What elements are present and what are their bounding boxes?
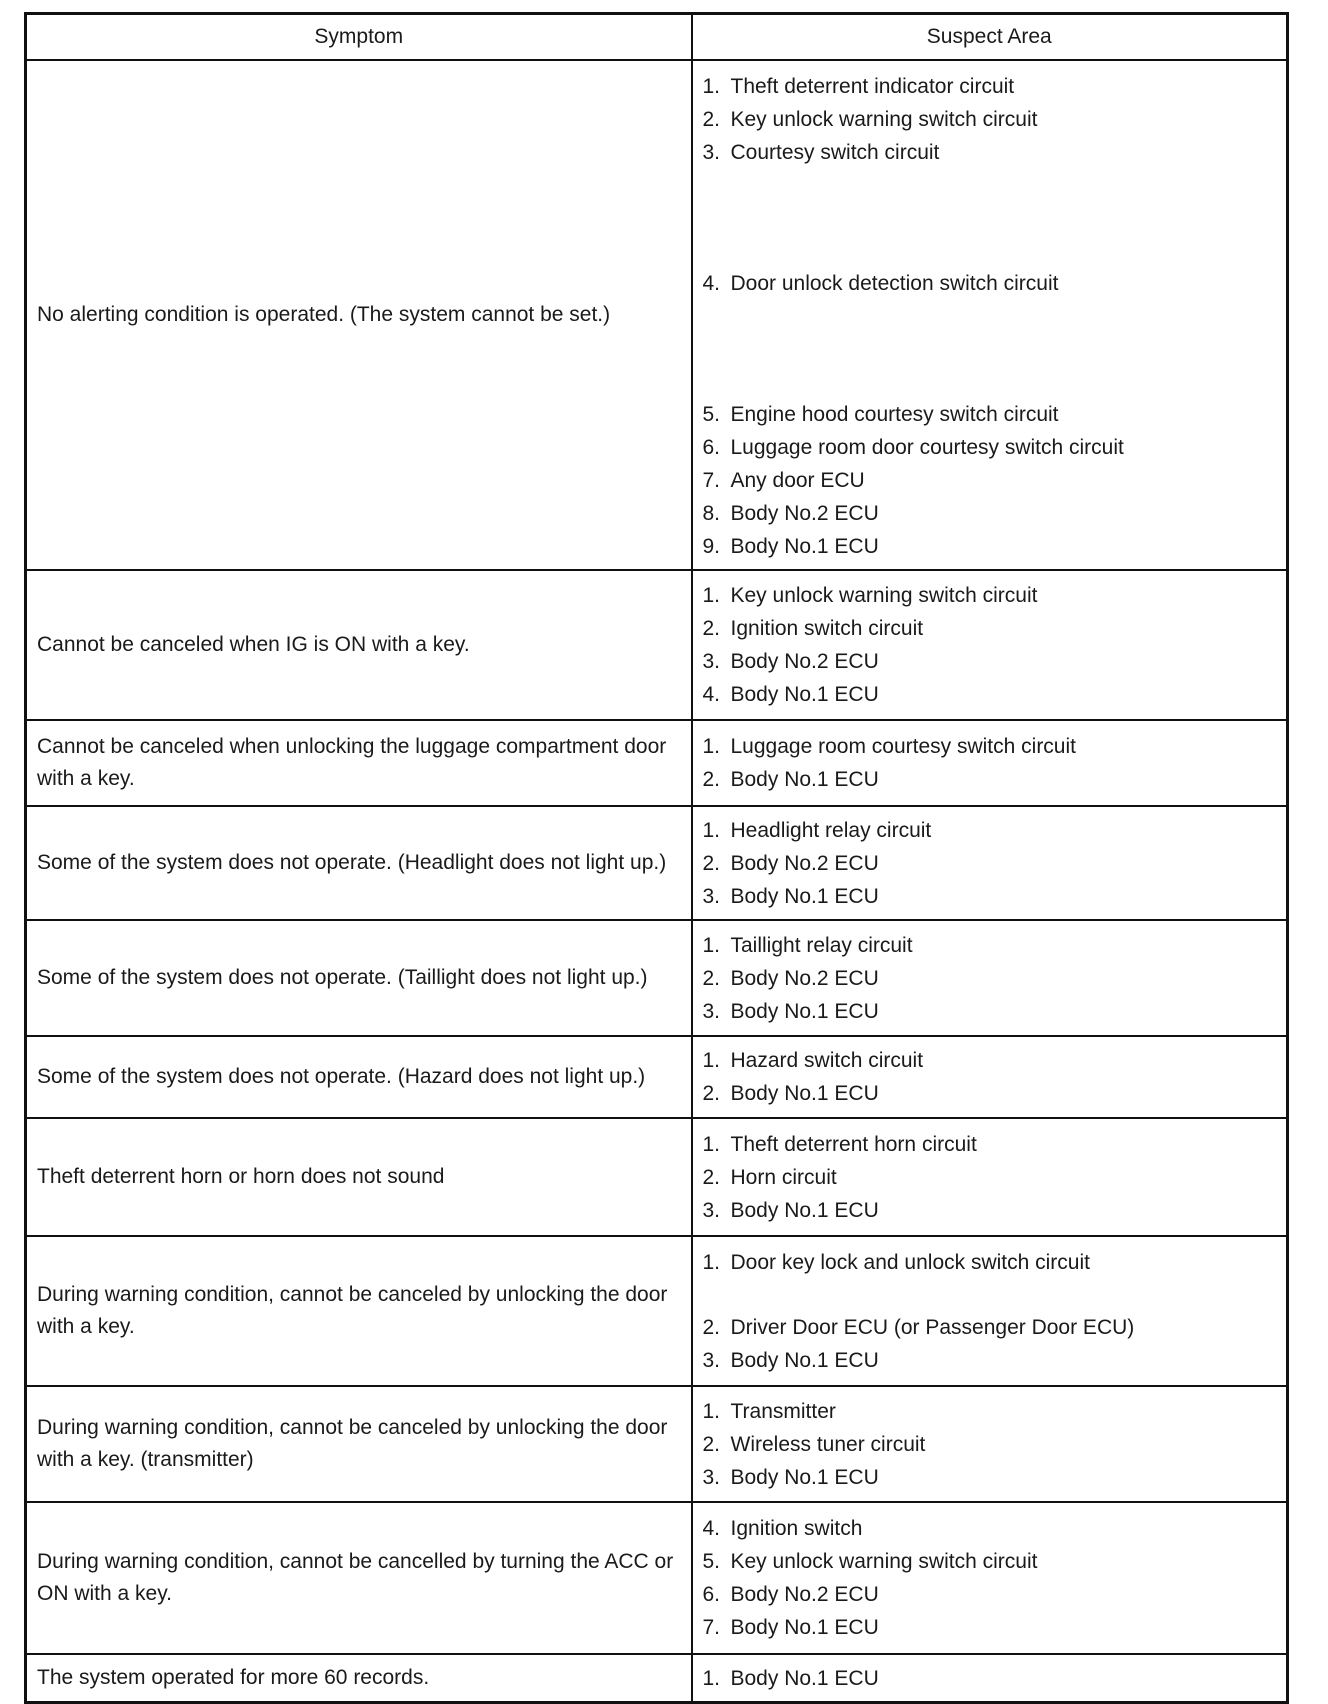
item-number: 7. (702, 469, 721, 492)
suspect-area-list (703, 1044, 1279, 1110)
list-item (703, 645, 1279, 678)
symptom-cell: During warning condition, cannot be cancelled by turning the ACC or ON with a key. (26, 1502, 692, 1654)
item-text: Luggage room courtesy switch circuit (730, 735, 1076, 758)
list-item (703, 1461, 1279, 1494)
item-text: Body No.1 ECU (730, 1198, 879, 1222)
item-number: 1. (702, 1250, 721, 1274)
item-number: 5. (702, 403, 721, 426)
item-text: Key unlock warning switch circuit (730, 108, 1038, 131)
item-number: 4. (702, 272, 721, 295)
symptom-header: Symptom (26, 14, 692, 61)
list-item (703, 103, 1279, 136)
list-item (703, 1311, 1279, 1344)
item-text: Door key lock and unlock switch circuit (730, 1250, 1090, 1274)
item-text: Body No.1 ECU (730, 768, 879, 791)
list-item (703, 962, 1279, 995)
suspect-area-cell (692, 1654, 1288, 1703)
item-text: Body No.1 ECU (730, 1082, 879, 1105)
item-number: 1. (702, 584, 721, 607)
suspect-area-list (703, 70, 1279, 560)
item-text: Headlight relay circuit (730, 818, 932, 842)
list-item (703, 1428, 1279, 1461)
table-row (26, 720, 1288, 806)
item-number: 2. (702, 1315, 721, 1339)
list-item (703, 70, 1279, 103)
item-number: 2. (702, 966, 721, 990)
table-row (26, 1386, 1288, 1502)
item-text: Body No.2 ECU (730, 650, 879, 673)
item-number: 3. (702, 1465, 721, 1489)
list-item (703, 814, 1279, 847)
list-item (703, 880, 1279, 913)
item-number: 2. (702, 851, 721, 875)
list-item (703, 763, 1279, 796)
suspect-area-cell (692, 1118, 1288, 1236)
list-item (703, 1161, 1279, 1194)
symptom-cell: During warning condition, cannot be canceled by unlocking the door with a key. (26, 1236, 692, 1386)
table-row (26, 1654, 1288, 1703)
suspect-area-cell (692, 720, 1288, 806)
item-text: Theft deterrent horn circuit (730, 1132, 977, 1156)
item-number: 6. (702, 436, 721, 459)
list-item (703, 995, 1279, 1028)
item-text: Engine hood courtesy switch circuit (730, 403, 1059, 426)
item-number: 3. (702, 1348, 721, 1372)
list-item (703, 1512, 1279, 1545)
item-text: Ignition switch circuit (730, 617, 924, 640)
item-text: Body No.1 ECU (730, 1465, 879, 1489)
item-number: 2. (702, 1432, 721, 1456)
symptom-cell: The system operated for more 60 records. (26, 1654, 692, 1703)
item-text: Body No.1 ECU (730, 683, 879, 706)
list-item (703, 136, 1279, 169)
item-number: 2. (702, 1165, 721, 1189)
item-number: 3. (702, 884, 721, 908)
list-item (703, 530, 1279, 563)
item-number: 7. (702, 1616, 721, 1639)
symptom-cell: Cannot be canceled when unlocking the luggage compartment door with a key. (26, 720, 692, 806)
item-number: 1. (702, 1132, 721, 1156)
suspect-area-cell (692, 1236, 1288, 1386)
item-text: Key unlock warning switch circuit (730, 584, 1038, 607)
list-item (703, 1344, 1279, 1377)
list-item (703, 1128, 1279, 1161)
symptom-cell: Some of the system does not operate. (Hazard does not light up.) (26, 1036, 692, 1118)
suspect-area-list (703, 1128, 1279, 1227)
list-item (703, 1578, 1279, 1611)
suspect-area-list (703, 730, 1279, 796)
symptom-cell: Some of the system does not operate. (Taillight does not light up.) (26, 920, 692, 1036)
item-number: 1. (702, 1049, 721, 1072)
suspect-area-list (703, 1662, 1279, 1695)
list-item (703, 612, 1279, 645)
list-item (703, 1044, 1279, 1077)
list-item (703, 1077, 1279, 1110)
suspect-area-cell (692, 806, 1288, 920)
list-item (703, 579, 1279, 612)
item-text: Any door ECU (730, 469, 865, 492)
list-item (703, 1246, 1279, 1279)
item-text: Taillight relay circuit (730, 933, 913, 957)
item-text: Body No.1 ECU (730, 999, 879, 1023)
item-text: Body No.1 ECU (730, 535, 879, 558)
item-number: 1. (702, 75, 721, 98)
suspect-area-list (703, 1395, 1279, 1494)
list-item (703, 267, 1279, 300)
item-text: Ignition switch (730, 1517, 863, 1540)
suspect-area-header: Suspect Area (692, 14, 1288, 61)
item-text: Body No.1 ECU (730, 1616, 879, 1639)
list-item (703, 497, 1279, 530)
item-text: Courtesy switch circuit (730, 141, 940, 164)
item-number: 4. (702, 1517, 721, 1540)
suspect-area-cell (692, 60, 1288, 570)
item-number: 1. (702, 735, 721, 758)
suspect-area-list (703, 814, 1279, 913)
symptom-cell: Some of the system does not operate. (Headlight does not light up.) (26, 806, 692, 920)
list-item (703, 431, 1279, 464)
item-number: 1. (702, 1666, 721, 1690)
item-text: Hazard switch circuit (730, 1049, 924, 1072)
list-item (703, 678, 1279, 711)
suspect-area-cell (692, 1502, 1288, 1654)
item-number: 2. (702, 1082, 721, 1105)
symptom-cell: Cannot be canceled when IG is ON with a key. (26, 570, 692, 720)
symptom-cell: During warning condition, cannot be canceled by unlocking the door with a key. (transmitter) (26, 1386, 692, 1502)
item-text: Body No.2 ECU (730, 1583, 879, 1606)
item-number: 2. (702, 617, 721, 640)
item-number: 3. (702, 1198, 721, 1222)
table-row (26, 806, 1288, 920)
list-item (703, 1662, 1279, 1695)
item-text: Door unlock detection switch circuit (730, 272, 1059, 295)
item-number: 3. (702, 999, 721, 1023)
suspect-area-list (703, 929, 1279, 1028)
item-number: 2. (702, 768, 721, 791)
suspect-area-cell (692, 920, 1288, 1036)
item-number: 9. (702, 535, 721, 558)
suspect-area-list (703, 1512, 1279, 1644)
item-text: Body No.2 ECU (730, 851, 879, 875)
item-text: Horn circuit (730, 1165, 837, 1189)
item-number: 5. (702, 1550, 721, 1573)
symptom-table (24, 12, 1289, 1704)
item-number: 1. (702, 1399, 721, 1423)
item-text: Body No.2 ECU (730, 502, 879, 525)
item-number: 2. (702, 108, 721, 131)
list-item (703, 464, 1279, 497)
table-row (26, 920, 1288, 1036)
table-row (26, 1036, 1288, 1118)
item-text: Body No.1 ECU (730, 884, 879, 908)
suspect-area-cell (692, 1386, 1288, 1502)
item-number: 3. (702, 650, 721, 673)
table-row (26, 1236, 1288, 1386)
item-text: Driver Door ECU (or Passenger Door ECU) (730, 1315, 1135, 1339)
list-item (703, 398, 1279, 431)
suspect-area-list (703, 579, 1279, 711)
item-text: Transmitter (730, 1399, 836, 1423)
item-number: 6. (702, 1583, 721, 1606)
list-item (703, 1545, 1279, 1578)
table-row (26, 1502, 1288, 1654)
suspect-area-cell (692, 570, 1288, 720)
symptom-cell: No alerting condition is operated. (The system cannot be set.) (26, 60, 692, 570)
list-item (703, 1611, 1279, 1644)
table-row (26, 570, 1288, 720)
troubleshooting-sheet (24, 12, 1286, 1690)
symptom-cell: Theft deterrent horn or horn does not sound (26, 1118, 692, 1236)
item-text: Theft deterrent indicator circuit (730, 75, 1015, 98)
suspect-area-list (703, 1246, 1279, 1377)
item-number: 1. (702, 933, 721, 957)
item-number: 8. (702, 502, 721, 525)
table-row (26, 60, 1288, 570)
list-item (703, 929, 1279, 962)
list-item (703, 847, 1279, 880)
item-text: Luggage room door courtesy switch circuit (730, 436, 1124, 459)
suspect-area-cell (692, 1036, 1288, 1118)
item-text: Wireless tuner circuit (730, 1432, 926, 1456)
item-number: 4. (702, 683, 721, 706)
item-text: Body No.1 ECU (730, 1348, 879, 1372)
item-text: Body No.1 ECU (730, 1666, 879, 1690)
list-item (703, 1194, 1279, 1227)
item-number: 1. (702, 818, 721, 842)
list-item (703, 1395, 1279, 1428)
item-text: Body No.2 ECU (730, 966, 879, 990)
table-row (26, 1118, 1288, 1236)
item-text: Key unlock warning switch circuit (730, 1550, 1038, 1573)
list-item (703, 730, 1279, 763)
header-row (26, 14, 1288, 61)
item-number: 3. (702, 141, 721, 164)
